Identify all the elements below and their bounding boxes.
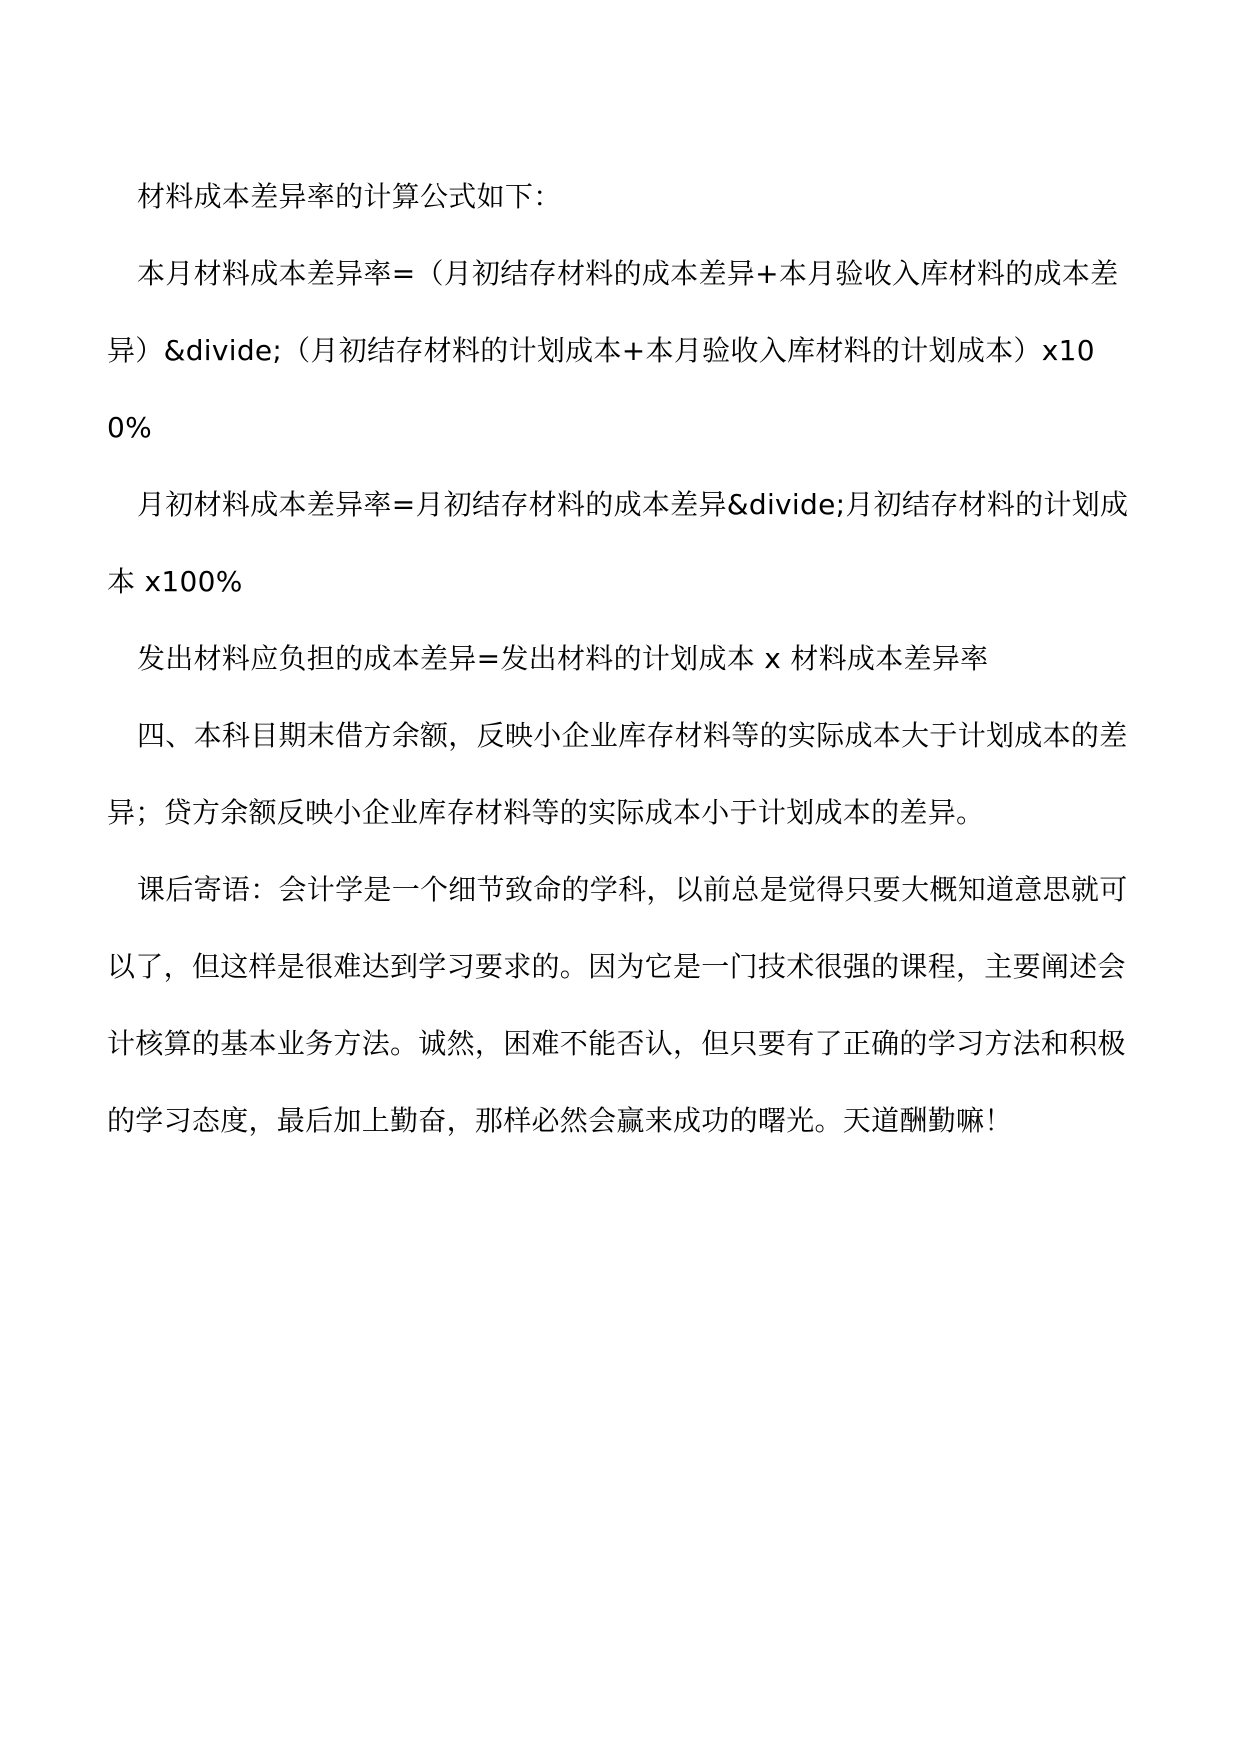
document-body	[107, 158, 1137, 1159]
paragraph-issued-material-variance: 发出材料应负担的成本差异=发出材料的计划成本 x 材料成本差异率	[137, 642, 989, 675]
paragraph-formula-intro: 材料成本差异率的计算公式如下：	[137, 180, 562, 213]
paragraph-closing-balance: 四、本科目期末借方余额，反映小企业库存材料等的实际成本大于计划成本的差异；贷方余额反映小企业库存材料等的实际成本小于计划成本的差异。	[107, 719, 1128, 829]
paragraph-opening-variance-rate: 月初材料成本差异率=月初结存材料的成本差异&divide;月初结存材料的计划成本 x100%	[107, 488, 1129, 598]
paragraph-closing-remarks: 课后寄语：会计学是一个细节致命的学科，以前总是觉得只要大概知道意思就可以了，但这样是很难达到学习要求的。因为它是一门技术很强的课程，主要阐述会计核算的基本业务方法。诚然，困难不能否认，但只要有了正确的学习方法和积极的学习态度，最后加上勤奋，那样必然会赢来成功的曙光。天道酬勤嘛！	[107, 873, 1128, 1137]
paragraph-monthly-variance-rate: 本月材料成本差异率=（月初结存材料的成本差异+本月验收入库材料的成本差异）&divide;（月初结存材料的计划成本+本月验收入库材料的计划成本）x100%	[107, 257, 1119, 444]
